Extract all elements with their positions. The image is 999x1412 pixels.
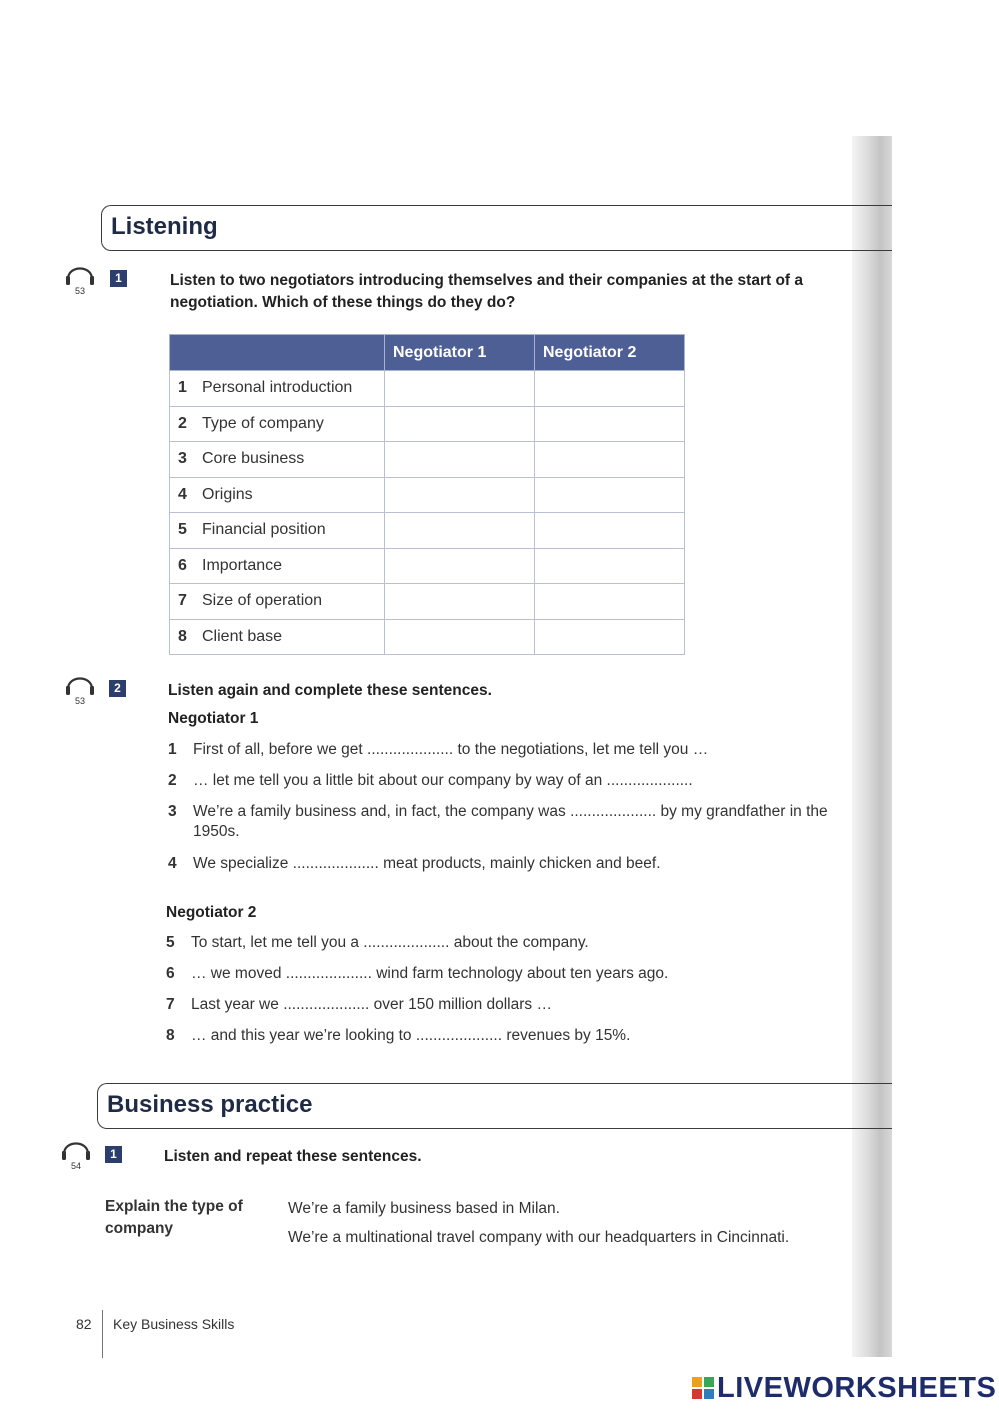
sentence-text: over 150 million dollars … xyxy=(369,996,552,1013)
sentence-text: We specialize xyxy=(193,855,293,872)
sentence-text: revenues by 15%. xyxy=(502,1027,631,1044)
answer-blank[interactable]: .................... xyxy=(570,803,657,820)
sentence-number: 8 xyxy=(166,1027,175,1044)
exercise-instruction: Listen to two negotiators introducing themselves and their companies at the start of a negotiation. Which of these things do they do? xyxy=(170,272,804,311)
row-number: 8 xyxy=(178,627,187,645)
answer-blank[interactable]: .................... xyxy=(285,965,372,982)
table-row xyxy=(170,548,685,584)
sentence-text: First of all, before we get xyxy=(193,741,368,758)
row-label: Origins xyxy=(202,485,253,503)
sentence-item xyxy=(168,854,828,874)
row-number: 7 xyxy=(178,592,187,610)
table-row xyxy=(170,584,685,620)
sentence-item xyxy=(168,740,828,760)
answer-blank[interactable]: .................... xyxy=(606,772,693,789)
row-label: Financial position xyxy=(202,521,326,539)
sentence-number: 4 xyxy=(168,855,177,872)
sentence-number: 6 xyxy=(166,965,175,982)
answer-cell[interactable] xyxy=(535,584,685,620)
track-number: 53 xyxy=(74,286,85,296)
row-label: Core business xyxy=(202,450,305,468)
sentence-number: 2 xyxy=(168,772,177,789)
column-header-negotiator-1: Negotiator 1 xyxy=(385,335,535,371)
answer-cell[interactable] xyxy=(385,406,535,442)
track-number: 54 xyxy=(70,1161,81,1171)
sentence-number: 3 xyxy=(168,803,177,820)
sentence-text: about the company. xyxy=(449,934,589,951)
listening-title: Listening xyxy=(111,213,218,240)
row-label: Importance xyxy=(202,556,283,574)
row-number: 5 xyxy=(178,521,187,539)
answer-cell[interactable] xyxy=(535,477,685,513)
answer-blank[interactable]: .................... xyxy=(415,1027,503,1044)
exercise-number-badge: 2 xyxy=(109,680,126,697)
answer-blank[interactable]: .................... xyxy=(367,741,454,758)
answer-cell[interactable] xyxy=(385,371,535,407)
exercise-number-badge: 1 xyxy=(105,1146,122,1163)
example-sentence: We’re a family business based in Milan. xyxy=(288,1200,560,1217)
liveworksheets-logo-icon xyxy=(692,1377,714,1399)
answer-blank[interactable]: .................... xyxy=(363,934,450,951)
exercise-instruction: Listen and repeat these sentences. xyxy=(164,1148,422,1165)
answer-cell[interactable] xyxy=(385,619,535,655)
table-row xyxy=(170,442,685,478)
headphones-icon[interactable] xyxy=(60,1134,96,1176)
answer-cell[interactable] xyxy=(385,477,535,513)
table-row xyxy=(170,406,685,442)
sentence-text: by my grandfather in the 1950s. xyxy=(193,803,828,840)
answer-cell[interactable] xyxy=(385,584,535,620)
sentence-item xyxy=(166,933,826,953)
business-practice-title: Business practice xyxy=(107,1091,313,1118)
sentence-text: To start, let me tell you a xyxy=(191,934,364,951)
answer-cell[interactable] xyxy=(535,513,685,549)
answer-cell[interactable] xyxy=(535,548,685,584)
phrase-category-label: Explain the type of company xyxy=(105,1198,243,1237)
negotiator-2-subheading: Negotiator 2 xyxy=(166,904,257,921)
page-number: 82 xyxy=(76,1316,92,1332)
sentence-text: We’re a family business and, in fact, the company was xyxy=(193,803,571,820)
table-row xyxy=(170,477,685,513)
table-row xyxy=(170,619,685,655)
negotiator-checklist-table xyxy=(169,334,685,655)
footer-divider xyxy=(102,1310,103,1358)
answer-blank[interactable]: .................... xyxy=(283,996,370,1013)
column-header-negotiator-2: Negotiator 2 xyxy=(535,335,685,371)
sentence-item xyxy=(168,802,828,842)
row-label: Size of operation xyxy=(202,592,323,610)
answer-cell[interactable] xyxy=(385,548,535,584)
headphones-icon[interactable] xyxy=(64,669,100,711)
track-number: 53 xyxy=(74,696,85,706)
sentence-number: 7 xyxy=(166,996,175,1013)
answer-cell[interactable] xyxy=(535,619,685,655)
row-number: 4 xyxy=(178,485,187,503)
business-practice-section-header xyxy=(97,1083,892,1129)
sentence-text: … let me tell you a little bit about our company by way of an xyxy=(193,772,607,789)
negotiator-1-subheading: Negotiator 1 xyxy=(168,710,259,727)
answer-cell[interactable] xyxy=(385,442,535,478)
sentence-number: 1 xyxy=(168,741,177,758)
example-sentence: We’re a multinational travel company with our headquarters in Cincinnati. xyxy=(288,1229,790,1246)
row-number: 2 xyxy=(178,414,187,432)
sentence-text: meat products, mainly chicken and beef. xyxy=(378,855,661,872)
table-header-blank xyxy=(170,335,385,371)
row-label: Type of company xyxy=(202,414,324,432)
sentence-text: wind farm technology about ten years ago. xyxy=(371,965,669,982)
answer-cell[interactable] xyxy=(535,442,685,478)
sentence-text: … we moved xyxy=(191,965,286,982)
sentence-item xyxy=(166,995,826,1015)
sentence-text: … and this year we’re looking to xyxy=(191,1027,416,1044)
row-label: Client base xyxy=(202,627,283,645)
sentence-number: 5 xyxy=(166,934,175,951)
liveworksheets-brand[interactable]: LIVEWORKSHEETS xyxy=(717,1372,997,1404)
table-row xyxy=(170,371,685,407)
sentence-item xyxy=(166,1026,826,1046)
answer-cell[interactable] xyxy=(535,406,685,442)
row-number: 1 xyxy=(178,379,187,397)
exercise-instruction: Listen again and complete these sentences. xyxy=(168,682,492,699)
row-number: 6 xyxy=(178,556,187,574)
listening-section-header xyxy=(101,205,892,251)
book-title: Key Business Skills xyxy=(113,1316,235,1332)
answer-cell[interactable] xyxy=(385,513,535,549)
sentence-text: to the negotiations, let me tell you … xyxy=(453,741,709,758)
page-gutter-shadow xyxy=(852,136,892,1357)
sentence-text: Last year we xyxy=(191,996,284,1013)
exercise-number-badge: 1 xyxy=(110,270,127,287)
answer-blank[interactable]: .................... xyxy=(292,855,379,872)
answer-cell[interactable] xyxy=(535,371,685,407)
sentence-item xyxy=(166,964,826,984)
row-label: Personal introduction xyxy=(202,379,353,397)
headphones-icon[interactable] xyxy=(64,259,100,301)
row-number: 3 xyxy=(178,450,187,468)
table-row xyxy=(170,513,685,549)
sentence-item xyxy=(168,771,828,791)
